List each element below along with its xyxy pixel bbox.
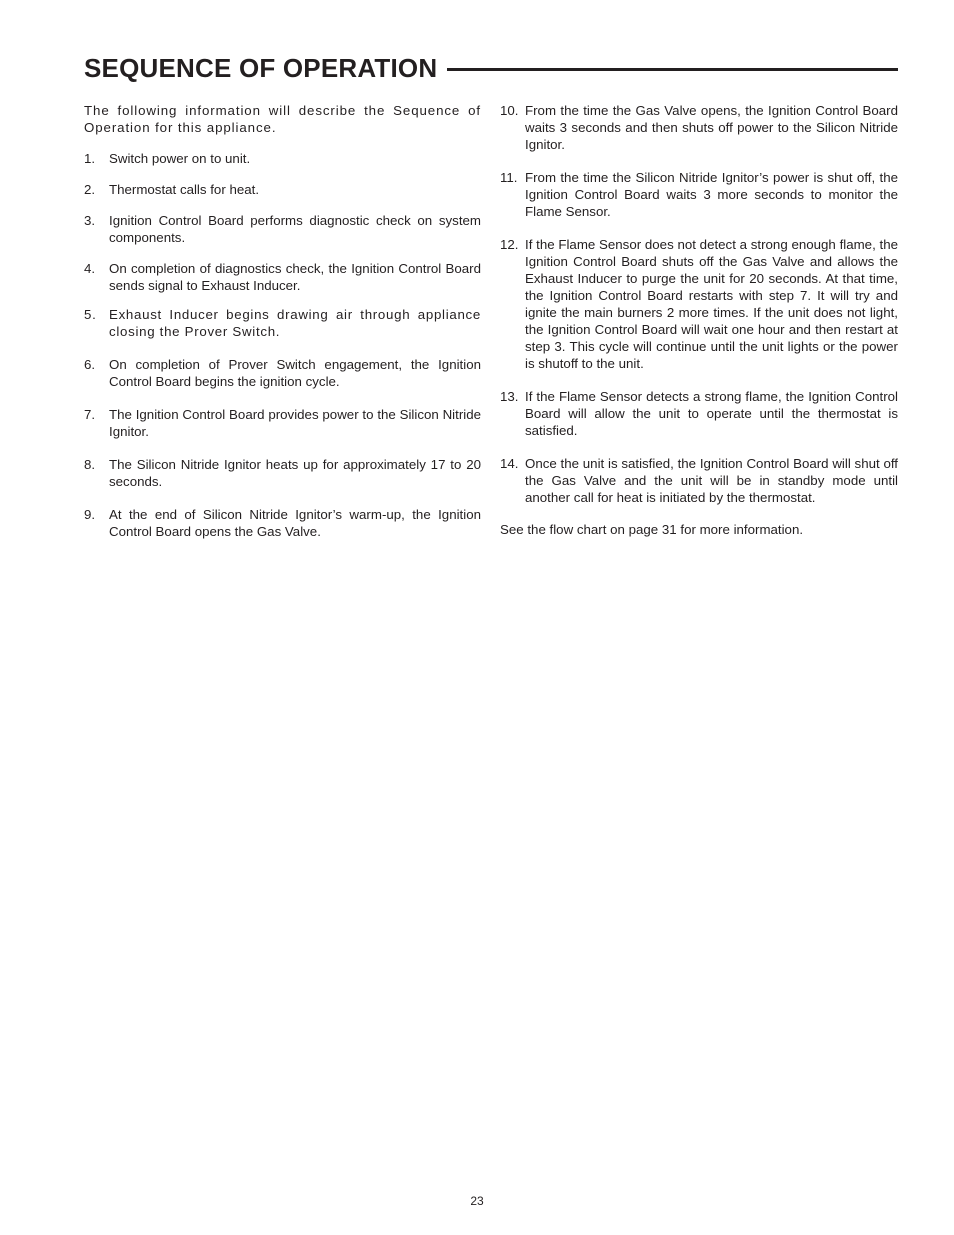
item-text: Exhaust Inducer begins drawing air through appliance closing the Prover Switch. bbox=[109, 307, 481, 339]
item-number: 1. bbox=[84, 151, 96, 166]
item-number: 12. bbox=[500, 237, 519, 252]
left-column bbox=[84, 102, 481, 540]
item-text: Thermostat calls for heat. bbox=[109, 182, 260, 197]
flow-chart-note: See the flow chart on page 31 for more information. bbox=[500, 522, 804, 537]
list-item-3 bbox=[84, 212, 481, 246]
page-number: 23 bbox=[470, 1194, 484, 1208]
item-text: At the end of Silicon Nitride Ignitor’s warm-up, the Ignition Control Board opens the Gas Valve. bbox=[109, 507, 481, 539]
list-item-8 bbox=[84, 456, 481, 490]
item-text: The Silicon Nitride Ignitor heats up for approximately 17 to 20 seconds. bbox=[109, 457, 481, 489]
list-item-2 bbox=[84, 181, 481, 198]
item-text: From the time the Gas Valve opens, the Ignition Control Board waits 3 seconds and then shuts off power to the Silicon Nitride Ignitor. bbox=[525, 103, 898, 152]
item-text: If the Flame Sensor detects a strong flame, the Ignition Control Board will allow the unit to operate until the thermostat is satisfied. bbox=[525, 389, 898, 438]
item-number: 2. bbox=[84, 182, 96, 197]
item-number: 13. bbox=[500, 389, 519, 404]
list-item-7 bbox=[84, 406, 481, 440]
list-item-13 bbox=[500, 388, 898, 439]
item-text: Once the unit is satisfied, the Ignition Control Board will shut off the Gas Valve and the unit will be in standby mode until another call for heat is initiated by the thermostat. bbox=[525, 456, 898, 505]
list-item-14 bbox=[500, 455, 898, 506]
item-number: 9. bbox=[84, 507, 96, 522]
list-item-10 bbox=[500, 102, 898, 153]
list-item-1 bbox=[84, 150, 481, 167]
item-text: The Ignition Control Board provides power to the Silicon Nitride Ignitor. bbox=[109, 407, 481, 439]
list-item-4 bbox=[84, 260, 481, 294]
item-number: 14. bbox=[500, 456, 519, 471]
list-item-6 bbox=[84, 356, 481, 390]
list-item-9 bbox=[84, 506, 481, 540]
item-number: 6. bbox=[84, 357, 96, 372]
section-header bbox=[84, 52, 898, 84]
item-text: Switch power on to unit. bbox=[109, 151, 251, 166]
item-text: From the time the Silicon Nitride Ignitor’s power is shut off, the Ignition Control Board waits 3 more seconds to monitor the Flame Sensor. bbox=[525, 170, 898, 219]
list-item-12 bbox=[500, 236, 898, 372]
list-item-5 bbox=[84, 306, 481, 340]
item-text: If the Flame Sensor does not detect a strong enough flame, the Ignition Control Board shuts off the Gas Valve and allows the Exhaust Inducer to purge the unit for 20 seconds. At that time, the Ignition Control Board restarts with step 7. It will try and ignite the main burners 2 more times. If the unit does not light, the Ignition Control Board will wait one hour and then restart at step 3. This cycle will continue until the unit lights or the power is shutoff to the unit. bbox=[525, 237, 898, 371]
intro-paragraph: The following information will describe the Sequence of Operation for this appliance. bbox=[84, 103, 481, 135]
list-item-11 bbox=[500, 169, 898, 220]
item-number: 10. bbox=[500, 103, 519, 118]
item-number: 11. bbox=[500, 170, 518, 185]
item-text: On completion of Prover Switch engagement, the Ignition Control Board begins the ignition cycle. bbox=[109, 357, 481, 389]
item-number: 5. bbox=[84, 307, 97, 322]
item-number: 3. bbox=[84, 213, 96, 228]
page-title: SEQUENCE OF OPERATION bbox=[84, 53, 438, 83]
item-number: 8. bbox=[84, 457, 96, 472]
right-column bbox=[500, 102, 898, 506]
item-number: 4. bbox=[84, 261, 96, 276]
item-text: On completion of diagnostics check, the Ignition Control Board sends signal to Exhaust Inducer. bbox=[109, 261, 481, 293]
item-text: Ignition Control Board performs diagnostic check on system components. bbox=[109, 213, 481, 245]
item-number: 7. bbox=[84, 407, 96, 422]
title-rule bbox=[447, 68, 898, 71]
